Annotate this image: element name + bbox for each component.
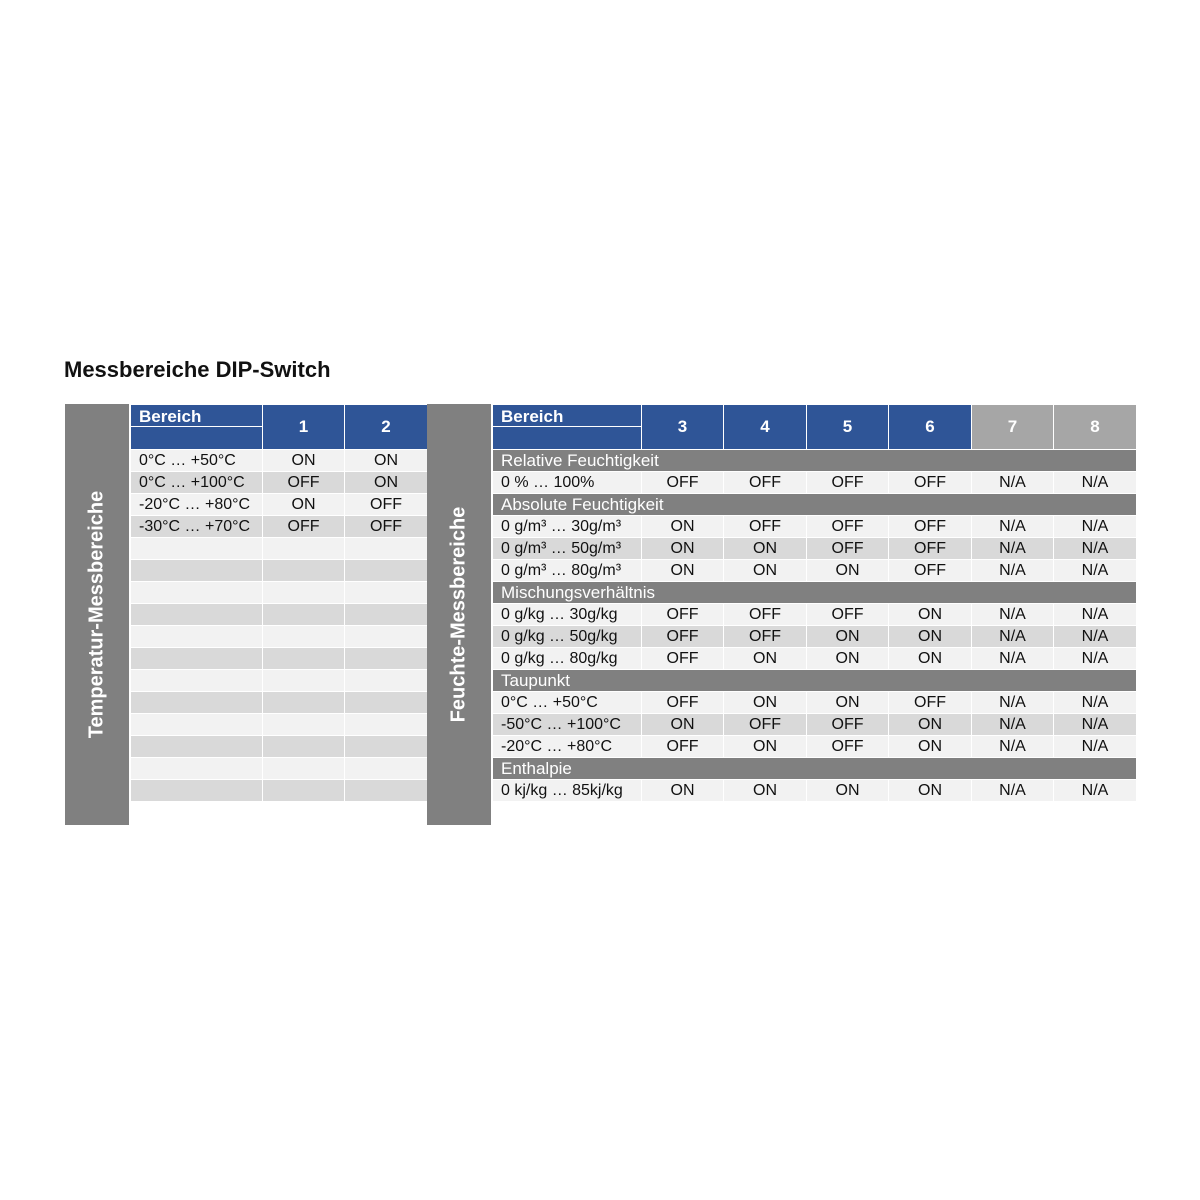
switch-8-value: N/A [1054, 714, 1137, 736]
empty-cell [345, 670, 428, 692]
empty-cell [131, 626, 263, 648]
switch-6-value: OFF [889, 516, 972, 538]
switch-8-value: N/A [1054, 780, 1137, 802]
temperature-header-row [131, 405, 428, 450]
empty-cell [263, 670, 345, 692]
empty-cell [345, 604, 428, 626]
table-row [493, 692, 1137, 714]
switch-1-value: OFF [263, 472, 345, 494]
switch-3-value: ON [642, 780, 724, 802]
empty-cell [345, 736, 428, 758]
empty-cell [131, 758, 263, 780]
switch-3-value: ON [642, 714, 724, 736]
empty-cell [131, 538, 263, 560]
switch-5-value: OFF [807, 516, 889, 538]
empty-cell [263, 758, 345, 780]
switch-7-value: N/A [972, 604, 1054, 626]
empty-cell [345, 560, 428, 582]
range-cell: 0°C … +50°C [493, 692, 642, 714]
group-header: Absolute Feuchtigkeit [493, 494, 1137, 516]
table-row [493, 538, 1137, 560]
empty-cell [263, 626, 345, 648]
switch-6-value: OFF [889, 538, 972, 560]
range-cell: 0 g/kg … 30g/kg [493, 604, 642, 626]
switch-5-value: ON [807, 692, 889, 714]
empty-cell [345, 780, 428, 802]
range-cell: -20°C … +80°C [493, 736, 642, 758]
switch-6-value: ON [889, 780, 972, 802]
table-row [131, 516, 428, 538]
temperature-side-label-text: Temperatur-Messbereiche [85, 490, 108, 739]
empty-cell [263, 692, 345, 714]
range-cell: -50°C … +100°C [493, 714, 642, 736]
switch-2-value: ON [345, 472, 428, 494]
group-header: Relative Feuchtigkeit [493, 450, 1137, 472]
empty-table-row [131, 714, 428, 736]
table-row [493, 604, 1137, 626]
empty-table-row [131, 736, 428, 758]
switch-5-value: ON [807, 780, 889, 802]
switch-8-value: N/A [1054, 472, 1137, 494]
empty-cell [263, 714, 345, 736]
range-cell: 0 g/m³ … 50g/m³ [493, 538, 642, 560]
group-header-row [493, 582, 1137, 604]
group-header-row [493, 494, 1137, 516]
humidity-side-label-text: Feuchte-Messbereiche [447, 506, 470, 723]
switch-3-value: OFF [642, 626, 724, 648]
range-cell: 0 g/m³ … 80g/m³ [493, 560, 642, 582]
switch-8-value: N/A [1054, 560, 1137, 582]
empty-table-row [131, 780, 428, 802]
humidity-header-bereich-label: Bereich [493, 405, 641, 427]
empty-cell [345, 714, 428, 736]
empty-table-row [131, 560, 428, 582]
switch-4-value: ON [724, 780, 807, 802]
group-header-row [493, 450, 1137, 472]
switch-5-value: OFF [807, 714, 889, 736]
range-cell: 0 kj/kg … 85kj/kg [493, 780, 642, 802]
switch-5-value: ON [807, 560, 889, 582]
switch-4-value: OFF [724, 516, 807, 538]
humidity-header-switch-6: 6 [889, 405, 972, 450]
empty-cell [131, 736, 263, 758]
switch-7-value: N/A [972, 516, 1054, 538]
switch-6-value: OFF [889, 472, 972, 494]
table-row [493, 626, 1137, 648]
range-cell: 0 g/kg … 50g/kg [493, 626, 642, 648]
switch-7-value: N/A [972, 560, 1054, 582]
switch-4-value: ON [724, 692, 807, 714]
empty-table-row [131, 538, 428, 560]
empty-cell [345, 538, 428, 560]
switch-6-value: ON [889, 648, 972, 670]
table-row [493, 516, 1137, 538]
switch-7-value: N/A [972, 626, 1054, 648]
empty-cell [131, 560, 263, 582]
humidity-header-bereich [493, 405, 642, 450]
temperature-header-bereich-label: Bereich [131, 405, 262, 427]
humidity-header-switch-8: 8 [1054, 405, 1137, 450]
empty-table-row [131, 582, 428, 604]
switch-7-value: N/A [972, 780, 1054, 802]
empty-table-row [131, 692, 428, 714]
switch-6-value: OFF [889, 692, 972, 714]
empty-table-row [131, 626, 428, 648]
switch-4-value: ON [724, 560, 807, 582]
empty-cell [263, 648, 345, 670]
table-row [493, 736, 1137, 758]
switch-4-value: ON [724, 736, 807, 758]
empty-cell [131, 648, 263, 670]
switch-5-value: OFF [807, 736, 889, 758]
empty-cell [131, 780, 263, 802]
switch-6-value: ON [889, 714, 972, 736]
table-row [493, 648, 1137, 670]
table-row [493, 472, 1137, 494]
switch-8-value: N/A [1054, 626, 1137, 648]
switch-4-value: OFF [724, 604, 807, 626]
range-cell: -30°C … +70°C [131, 516, 263, 538]
switch-4-value: OFF [724, 714, 807, 736]
switch-3-value: OFF [642, 648, 724, 670]
group-header: Enthalpie [493, 758, 1137, 780]
humidity-side-label [427, 404, 491, 825]
table-row [493, 780, 1137, 802]
switch-7-value: N/A [972, 648, 1054, 670]
empty-table-row [131, 648, 428, 670]
humidity-header-switch-3: 3 [642, 405, 724, 450]
switch-8-value: N/A [1054, 604, 1137, 626]
range-cell: -20°C … +80°C [131, 494, 263, 516]
switch-1-value: ON [263, 494, 345, 516]
switch-6-value: ON [889, 626, 972, 648]
group-header: Mischungsverhältnis [493, 582, 1137, 604]
empty-cell [263, 538, 345, 560]
humidity-header-switch-5: 5 [807, 405, 889, 450]
switch-1-value: ON [263, 450, 345, 472]
switch-7-value: N/A [972, 472, 1054, 494]
range-cell: 0 % … 100% [493, 472, 642, 494]
humidity-header-row [493, 405, 1137, 450]
range-cell: 0°C … +100°C [131, 472, 263, 494]
switch-8-value: N/A [1054, 736, 1137, 758]
switch-5-value: OFF [807, 472, 889, 494]
switch-4-value: OFF [724, 472, 807, 494]
group-header-row [493, 758, 1137, 780]
empty-cell [345, 648, 428, 670]
table-row [131, 450, 428, 472]
switch-1-value: OFF [263, 516, 345, 538]
switch-2-value: OFF [345, 516, 428, 538]
empty-cell [263, 560, 345, 582]
switch-7-value: N/A [972, 692, 1054, 714]
switch-8-value: N/A [1054, 516, 1137, 538]
empty-cell [131, 582, 263, 604]
empty-cell [263, 736, 345, 758]
empty-cell [131, 604, 263, 626]
switch-3-value: OFF [642, 472, 724, 494]
switch-6-value: OFF [889, 560, 972, 582]
range-cell: 0 g/m³ … 30g/m³ [493, 516, 642, 538]
switch-8-value: N/A [1054, 692, 1137, 714]
empty-cell [131, 714, 263, 736]
page-title: Messbereiche DIP-Switch [64, 357, 331, 382]
switch-4-value: OFF [724, 626, 807, 648]
empty-cell [263, 582, 345, 604]
switch-4-value: ON [724, 538, 807, 560]
switch-3-value: ON [642, 560, 724, 582]
empty-cell [345, 582, 428, 604]
empty-cell [131, 670, 263, 692]
empty-table-row [131, 604, 428, 626]
empty-table-row [131, 758, 428, 780]
switch-3-value: OFF [642, 692, 724, 714]
humidity-header-switch-4: 4 [724, 405, 807, 450]
temperature-header-switch-2: 2 [345, 405, 428, 450]
switch-3-value: OFF [642, 736, 724, 758]
table-row [131, 472, 428, 494]
switch-6-value: ON [889, 736, 972, 758]
empty-cell [345, 692, 428, 714]
switch-2-value: ON [345, 450, 428, 472]
range-cell: 0°C … +50°C [131, 450, 263, 472]
switch-5-value: OFF [807, 538, 889, 560]
temperature-header-switch-1: 1 [263, 405, 345, 450]
switch-5-value: OFF [807, 604, 889, 626]
switch-4-value: ON [724, 648, 807, 670]
group-header: Taupunkt [493, 670, 1137, 692]
switch-6-value: ON [889, 604, 972, 626]
empty-table-row [131, 670, 428, 692]
humidity-header-switch-7: 7 [972, 405, 1054, 450]
switch-7-value: N/A [972, 736, 1054, 758]
switch-5-value: ON [807, 626, 889, 648]
empty-cell [263, 604, 345, 626]
empty-cell [345, 758, 428, 780]
switch-3-value: ON [642, 516, 724, 538]
empty-cell [263, 780, 345, 802]
table-row [493, 560, 1137, 582]
temperature-header-bereich [131, 405, 263, 450]
switch-3-value: OFF [642, 604, 724, 626]
table-row [493, 714, 1137, 736]
switch-7-value: N/A [972, 538, 1054, 560]
range-cell: 0 g/kg … 80g/kg [493, 648, 642, 670]
switch-2-value: OFF [345, 494, 428, 516]
temperature-side-label [65, 404, 129, 825]
empty-cell [131, 692, 263, 714]
switch-3-value: ON [642, 538, 724, 560]
group-header-row [493, 670, 1137, 692]
switch-5-value: ON [807, 648, 889, 670]
humidity-table [492, 404, 1137, 802]
table-row [131, 494, 428, 516]
switch-8-value: N/A [1054, 538, 1137, 560]
temperature-table [130, 404, 428, 802]
switch-7-value: N/A [972, 714, 1054, 736]
switch-8-value: N/A [1054, 648, 1137, 670]
empty-cell [345, 626, 428, 648]
